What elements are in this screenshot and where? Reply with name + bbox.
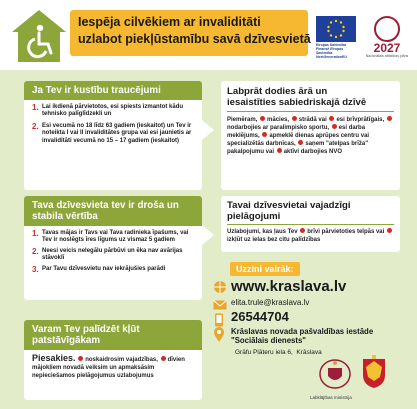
arrow-right-icon (202, 225, 214, 245)
support-box (24, 320, 202, 400)
bullet-dot-icon (300, 228, 305, 233)
title-line-2: uzlabot piekļūstamību savā dzīvesvietā (78, 32, 311, 46)
plan-year: 2027 (373, 41, 401, 55)
phone-icon (213, 313, 225, 327)
location-pin-icon (213, 327, 225, 343)
plan-ring-icon (374, 16, 400, 42)
eu-flag-icon (316, 16, 356, 42)
bullet-dot-icon (387, 116, 392, 121)
org-name-2: "Sociālais dienests" (231, 336, 306, 345)
residence-box (24, 196, 202, 300)
bullet-dot-icon (292, 116, 297, 121)
eu-logo (316, 16, 360, 62)
eligibility-box (24, 81, 202, 190)
house-wheelchair-icon (10, 8, 68, 64)
bullet-dot-icon (298, 140, 303, 145)
title-banner (70, 10, 311, 56)
adaptation-text: Uzlabojumi, kas ļaus Tev brīvi pārvietoties telpās vai izkļūt uz ielas bez citu palīdzības (227, 228, 394, 244)
address: Grāfu Plāteru iela 6, Krāslava (235, 349, 322, 356)
residence-item-1: 1. Tavas mājas ir Tavs vai Tava radinieka īpašums, vai Tev ir noslēgts īres līgums uz vismaz 5 gadiem (32, 229, 189, 244)
support-text: Piesakies. noskaidrosim vajadzības, dīvien mājokļiem novadā veiksim un apmaksāsim nepieciešamos pielāgojumus uzlabojumus (32, 353, 185, 379)
bullet-dot-icon (277, 148, 282, 153)
plan-2027-logo (364, 16, 410, 62)
residence-item-3: 3. Par Tavu dzīvesvietu nav iekrājušies parādi (32, 264, 166, 274)
bullet-dot-icon (387, 228, 392, 233)
adaptation-title-1: Tavai dzīvesvietai vajadzīgi (227, 200, 351, 211)
contact-heading: Uzzini vairāk: (230, 262, 300, 276)
coat-of-arms-icon (362, 355, 386, 389)
plan-caption: Nacionālais attīstības plāns (365, 54, 409, 58)
email-link[interactable]: elita.trule@kraslava.lv (231, 298, 310, 307)
website-link[interactable]: www.kraslava.lv (231, 278, 347, 295)
activity-list: Piemēram, mācies, strādā vai esi brīvprātīgais, nodarbojies ar paralimpisko sportu, esi darba meklējums, apmeklē dienas aprūpes centru vai specializētās darbnīcas, saņem "atelpas brīža" pakalpojumu vai aktīvi darbojies NVO (227, 116, 394, 156)
bullet-dot-icon (161, 356, 166, 361)
activity-title-2: iesaistīties sabiedriskajā dzīvē (227, 97, 394, 112)
eligibility-item-2: 2. Esi vecumā no 18 līdz 63 gadiem (ieskaitot) un Tev ir noteikta I vai II invaliditātes grupa vai esi jaunietis ar invaliditāti vecumā no 15 – 17 gadiem (ieskaitot) (32, 121, 192, 144)
ministry-name: Labklājības ministrija (310, 395, 352, 400)
bullet-dot-icon (329, 116, 334, 121)
phone-number: 26544704 (231, 309, 289, 324)
mail-icon (213, 300, 227, 310)
eligibility-title: Ja Tev ir kustību traucējumi (24, 81, 202, 100)
residence-title: Tava dzīvesvieta tev ir droša un stabila vērtība (24, 196, 202, 226)
adaptation-title-2: pielāgojumi (227, 211, 394, 225)
bullet-dot-icon (78, 356, 83, 361)
bullet-dot-icon (332, 124, 337, 129)
residence-item-2: 2. Neesi veicis nelegālu pārbūvi un ēka nav avārijas stāvoklī (32, 246, 183, 262)
support-title: Varam Tev palīdzēt kļūt patstāvīgākam (24, 320, 202, 350)
bullet-dot-icon (260, 116, 265, 121)
org-name-1: Krāslavas novada pašvaldības iestāde (231, 327, 374, 336)
support-lead: Piesakies. (32, 353, 76, 363)
title-line-1: Iespēja cilvēkiem ar invaliditāti (78, 15, 261, 29)
ministry-emblem-icon (318, 358, 352, 394)
header (0, 0, 417, 70)
adaptation-box (221, 196, 400, 252)
arrow-right-icon (202, 120, 214, 140)
bullet-dot-icon (262, 132, 267, 137)
eu-caption: Eiropas Savienība Finansē Eiropas Savienība NextGenerationEU (316, 43, 347, 59)
globe-icon (213, 280, 227, 294)
activity-box (221, 81, 400, 190)
activity-title-1: Labprāt dodies ārā un (227, 86, 328, 97)
eligibility-item-1: 1. Lai ikdienā pārvietotos, esi spiests izmantot kādu tehnisko palīglīdzekli un (32, 103, 184, 118)
